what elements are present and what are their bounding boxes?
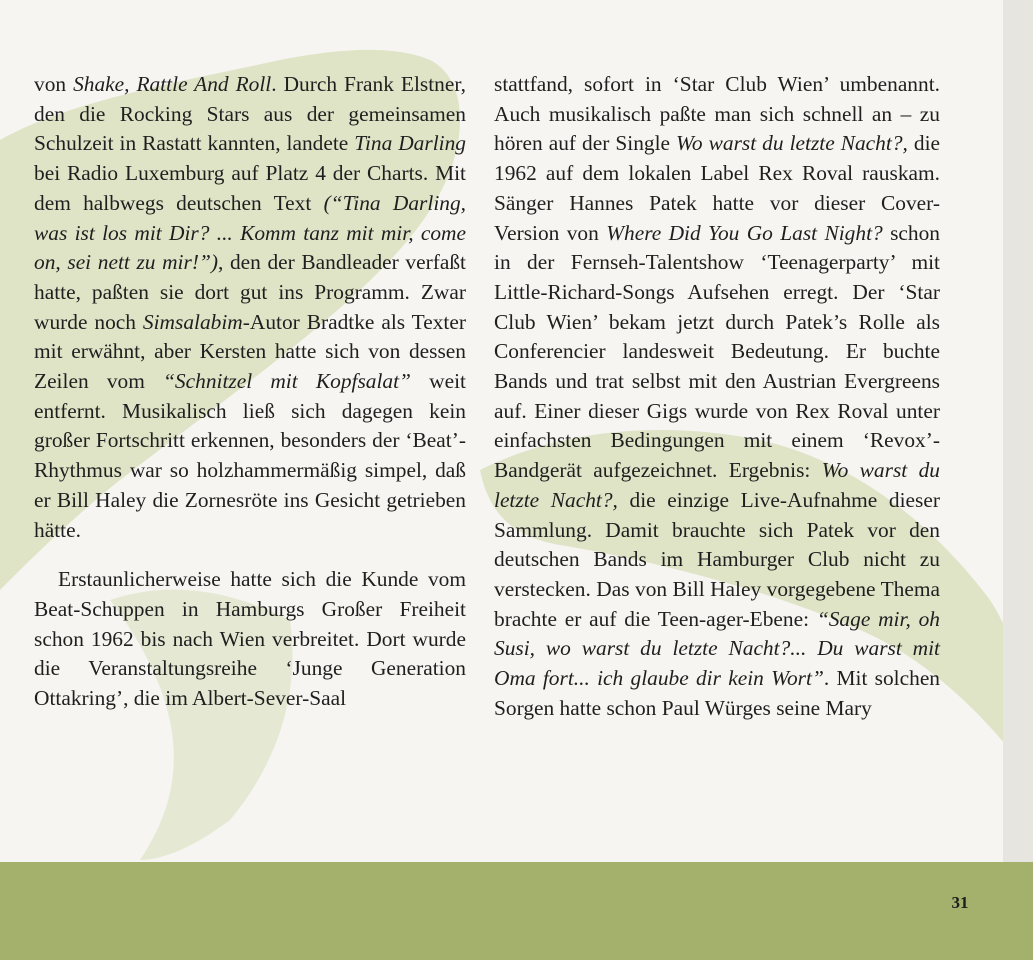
text-segment-italic: Simsalabim: [142, 309, 243, 334]
text-segment: bei Radio Luxemburg auf Platz 4 der Charts. Mit dem halbwegs deutschen Text: [34, 161, 466, 215]
page-number: 31: [951, 893, 969, 912]
text-segment-italic: “Sage mir, oh Susi, wo warst du letzte Nacht?... Du warst mit Oma fort... ich glaube dir kein Wort”: [494, 606, 940, 691]
text-segment: Erstaunlicherweise hatte sich die Kunde vom Beat-Schuppen in Hamburgs Großer Freiheit schon 1962 bis nach Wien verbreitet. Dort wurde die Veranstaltungsreihe ‘Junge Generation Ottakring’, die im Albert-Sever-Saal: [34, 567, 466, 711]
paragraph: [34, 70, 466, 545]
text-segment: weit entfernt. Musikalisch ließ sich dagegen kein großer Fortschritt erkennen, besonders der ‘Beat’-Rhythmus war so holzhammermäßig simpel, daß er Bill Haley die Zornesröte ins Gesicht getrieben hätte.: [34, 369, 466, 542]
text-segment-italic: (“Tina Darling, was ist los mit Dir? ... Komm tanz mit mir, come on, sei nett zu mir!”): [34, 190, 466, 275]
text-segment: die einzige Live-Aufnahme dieser Sammlung. Damit brauchte sich Patek vor den deutschen Bands im Hamburger Club nicht zu verstecken. Das von Bill Haley vorgegebene Thema brachte er auf die Teen-ager-Ebene:: [494, 487, 940, 631]
text-segment-italic: Where Did You Go Last Night?: [606, 220, 883, 245]
text-segment: , den der Bandleader verfaßt hatte, paßten sie dort gut ins Programm. Zwar wurde noch: [34, 250, 466, 334]
text-column-left: [34, 70, 466, 714]
text-segment-italic: Wo warst du letzte Nacht?,: [494, 458, 940, 512]
text-column-right: [494, 70, 940, 723]
text-segment: -Autor Bradtke als Texter mit erwähnt, aber Kersten hatte sich von dessen Zeilen vom: [34, 309, 466, 394]
text-segment: stattfand, sofort in ‘Star Club Wien’ umbenannt. Auch musikalisch paßte man sich schnell an – zu hören auf der Single: [494, 72, 940, 156]
paragraph: [34, 565, 466, 714]
paragraph: [494, 70, 940, 723]
text-segment: von: [34, 72, 74, 96]
text-segment: schon in der Fernseh-Talentshow ‘Teenagerparty’ mit Little-Richard-Songs Aufsehen erregt. Der ‘Star Club Wien’ bekam jetzt durch Patek’s Rolle als Conferencier landesweit Bedeutung. Er buchte Bands und trat selbst mit den Austrian Evergreens auf. Einer dieser Gigs wurde von Rex Roval unter einfachsten Bedingungen mit einem ‘Revox’-Bandgerät aufgezeichnet. Ergebnis:: [494, 220, 940, 483]
footer-band: [0, 862, 1033, 960]
text-segment-italic: “Schnitzel mit Kopfsalat”: [163, 369, 411, 394]
text-segment-italic: Shake, Rattle And Roll: [73, 72, 272, 96]
text-segment-italic: Wo warst du letzte Nacht?,: [676, 131, 908, 156]
page-curl-shadow: [1003, 0, 1033, 960]
text-segment: . Mit solchen Sorgen hatte schon Paul Würges seine Mary: [494, 666, 941, 720]
text-segment-italic: Tina Darling: [354, 131, 466, 156]
text-segment: . Durch Frank Elstner, den die Rocking Stars aus der gemeinsamen Schulzeit in Rastatt kannten, landete: [34, 72, 466, 156]
text-segment: die 1962 auf dem lokalen Label Rex Roval rauskam. Sänger Hannes Patek hatte vor dieser Cover-Version von: [494, 131, 941, 245]
